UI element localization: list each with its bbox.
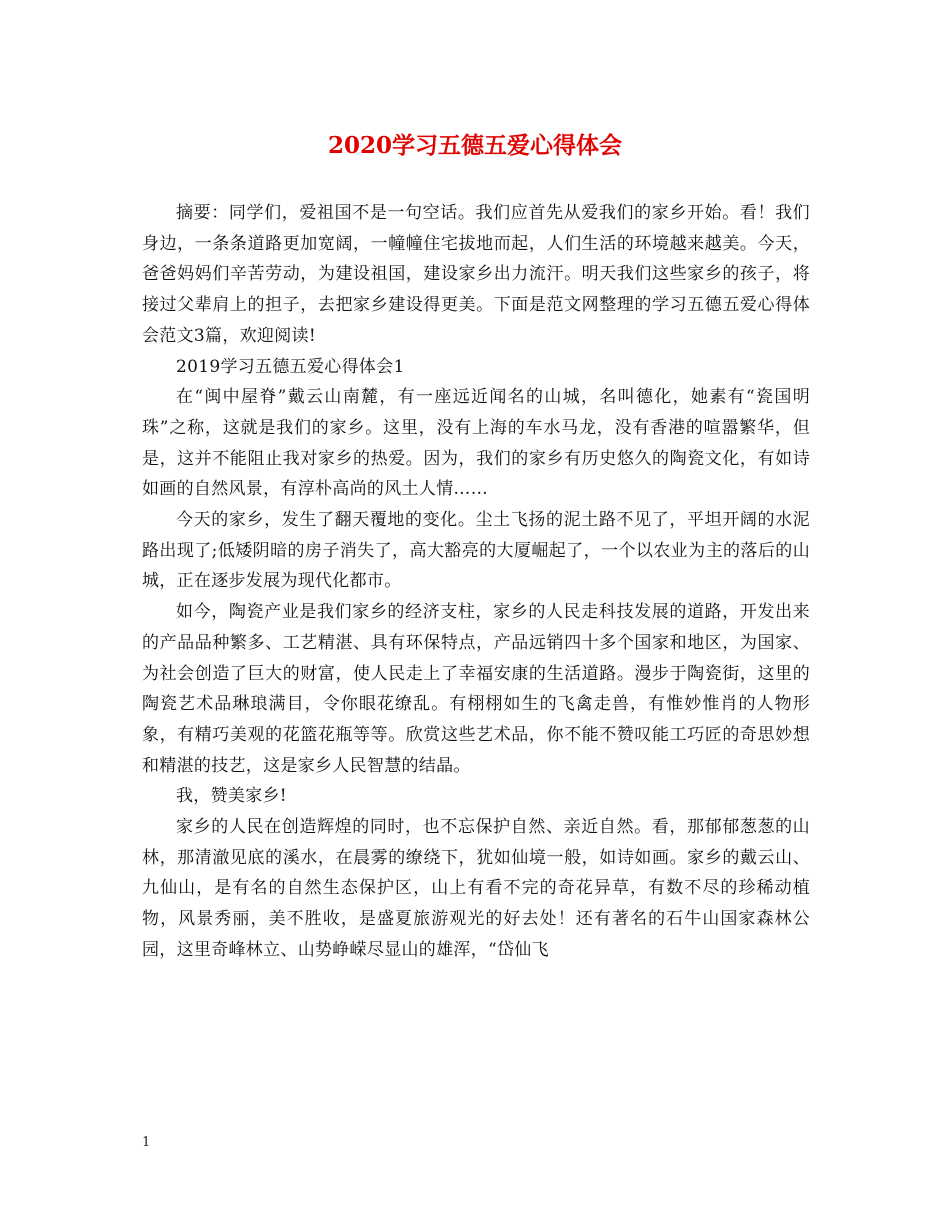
page-number: 1 [142,1135,151,1150]
paragraph-3: 如今，陶瓷产业是我们家乡的经济支柱，家乡的人民走科技发展的道路，开发出来的产品品种繁多、工艺精湛、具有环保特点，产品远销四十多个国家和地区，为国家、为社会创造了巨大的财富，使人民走上了幸福安康的生活道路。漫步于陶瓷街，这里的陶瓷艺术品琳琅满目，令你眼花缭乱。有栩栩如生的飞禽走兽，有惟妙惟肖的人物形象，有精巧美观的花篮花瓶等等。欣赏这些艺术品，你不能不赞叹能工巧匠的奇思妙想和精湛的技艺，这是家乡人民智慧的结晶。 [142,602,810,776]
paragraph-5: 家乡的人民在创造辉煌的同时，也不忘保护自然、亲近自然。看，那郁郁葱葱的山林，那清澈见底的溪水，在晨雾的缭绕下，犹如仙境一般，如诗如画。家乡的戴云山、九仙山，是有名的自然生态保护区，山上有看不完的奇花异草，有数不尽的珍稀动植物，风景秀丽，美不胜收，是盛夏旅游观光的好去处！还有著名的石牛山国家森林公园，这里奇峰林立、山势峥嵘尽显山的雄浑，“岱仙飞 [142,817,810,960]
paragraph-4: 我，赞美家乡! [176,786,287,807]
paragraph-2: 今天的家乡，发生了翻天覆地的变化。尘土飞扬的泥土路不见了，平坦开阔的水泥路出现了;低矮阴暗的房子消失了，高大豁亮的大厦崛起了，一个以农业为主的落后的山城，正在逐步发展为现代化都市。 [142,510,810,592]
paragraph-abstract: 摘要：同学们，爱祖国不是一句空话。我们应首先从爱我们的家乡开始。看！我们身边，一条条道路更加宽阔，一幢幢住宅拔地而起，人们生活的环境越来越美。今天，爸爸妈妈们辛苦劳动，为建设祖国，建设家乡出力流汗。明天我们这些家乡的孩子，将接过父辈肩上的担子，去把家乡建设得更美。下面是范文网整理的学习五德五爱心得体会范文3篇，欢迎阅读! [142,203,810,346]
paragraph-subtitle: 2019学习五德五爱心得体会1 [176,356,405,377]
document-title: 2020学习五德五爱心得体会 [327,132,622,159]
paragraph-1: 在“闽中屋脊”戴云山南麓，有一座远近闻名的山城，名叫德化，她素有“瓷国明珠”之称，这就是我们的家乡。这里，没有上海的车水马龙，没有香港的喧嚣繁华，但是，这并不能阻止我对家乡的热爱。因为，我们的家乡有历史悠久的陶瓷文化，有如诗如画的自然风景，有淳朴高尚的风土人情…… [142,387,810,500]
document-body [142,198,810,966]
